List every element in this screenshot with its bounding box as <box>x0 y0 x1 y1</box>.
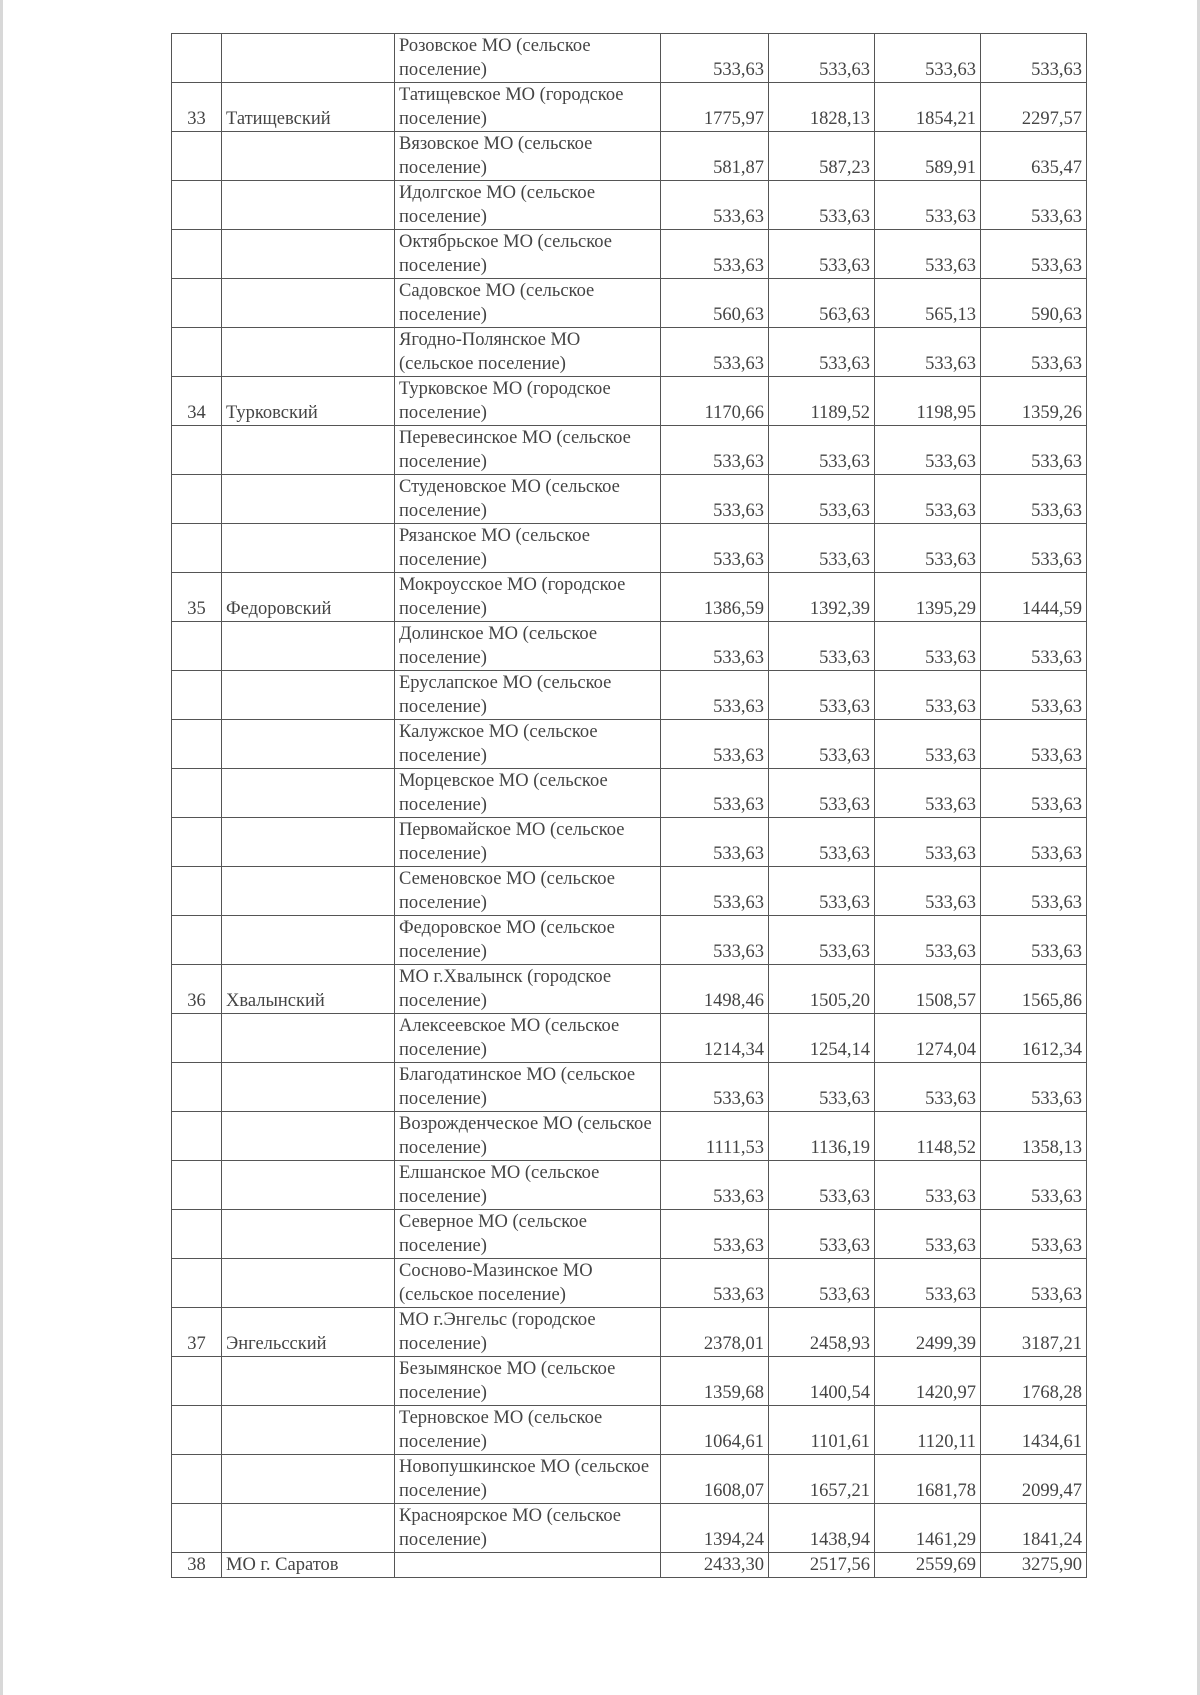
value-cell-4: 2297,57 <box>981 83 1087 132</box>
value-cell-3: 533,63 <box>875 426 981 475</box>
value-cell-3: 1508,57 <box>875 965 981 1014</box>
settlement-name: Красноярское МО (сельское поселение) <box>395 1504 661 1553</box>
table-row <box>172 1308 1087 1357</box>
district-name <box>222 426 395 475</box>
value-cell-4: 533,63 <box>981 769 1087 818</box>
value-cell-3: 533,63 <box>875 671 981 720</box>
table-row <box>172 34 1087 83</box>
value-cell-4: 533,63 <box>981 1259 1087 1308</box>
settlement-name: МО г.Энгельс (городское поселение) <box>395 1308 661 1357</box>
value-cell-2: 533,63 <box>769 818 875 867</box>
row-number <box>172 426 222 475</box>
table-row <box>172 1504 1087 1553</box>
district-name <box>222 1259 395 1308</box>
table-row <box>172 1210 1087 1259</box>
table-row <box>172 426 1087 475</box>
settlement-name: Северное МО (сельское поселение) <box>395 1210 661 1259</box>
settlement-name: Алексеевское МО (сельское поселение) <box>395 1014 661 1063</box>
value-cell-4: 1841,24 <box>981 1504 1087 1553</box>
table-row <box>172 1014 1087 1063</box>
row-number: 35 <box>172 573 222 622</box>
row-number: 36 <box>172 965 222 1014</box>
settlement-name: Возрожденческое МО (сельское поселение) <box>395 1112 661 1161</box>
table-row <box>172 671 1087 720</box>
page-edge-left <box>0 0 3 1695</box>
value-cell-2: 533,63 <box>769 181 875 230</box>
value-cell-1: 1170,66 <box>661 377 769 426</box>
value-cell-2: 2517,56 <box>769 1553 875 1578</box>
row-number <box>172 181 222 230</box>
value-cell-1: 1394,24 <box>661 1504 769 1553</box>
row-number <box>172 475 222 524</box>
value-cell-1: 560,63 <box>661 279 769 328</box>
district-name <box>222 34 395 83</box>
row-number <box>172 769 222 818</box>
value-cell-3: 533,63 <box>875 1259 981 1308</box>
table-row <box>172 377 1087 426</box>
row-number: 37 <box>172 1308 222 1357</box>
settlement-name: Идолгское МО (сельское поселение) <box>395 181 661 230</box>
value-cell-1: 533,63 <box>661 1063 769 1112</box>
value-cell-2: 533,63 <box>769 328 875 377</box>
value-cell-2: 533,63 <box>769 475 875 524</box>
value-cell-2: 533,63 <box>769 720 875 769</box>
value-cell-1: 1111,53 <box>661 1112 769 1161</box>
value-cell-3: 533,63 <box>875 916 981 965</box>
district-name <box>222 720 395 769</box>
row-number <box>172 1406 222 1455</box>
row-number <box>172 916 222 965</box>
settlement-name: Федоровское МО (сельское поселение) <box>395 916 661 965</box>
row-number <box>172 671 222 720</box>
value-cell-3: 1274,04 <box>875 1014 981 1063</box>
value-cell-4: 635,47 <box>981 132 1087 181</box>
municipal-values-table <box>171 33 1087 1578</box>
row-number <box>172 1210 222 1259</box>
value-cell-4: 533,63 <box>981 720 1087 769</box>
value-cell-1: 533,63 <box>661 818 769 867</box>
value-cell-4: 533,63 <box>981 916 1087 965</box>
table-row <box>172 818 1087 867</box>
value-cell-2: 533,63 <box>769 230 875 279</box>
value-cell-1: 533,63 <box>661 622 769 671</box>
settlement-name: Рязанское МО (сельское поселение) <box>395 524 661 573</box>
value-cell-1: 533,63 <box>661 769 769 818</box>
value-cell-4: 533,63 <box>981 524 1087 573</box>
settlement-name: МО г.Хвалынск (городское поселение) <box>395 965 661 1014</box>
settlement-name: Благодатинское МО (сельское поселение) <box>395 1063 661 1112</box>
value-cell-3: 565,13 <box>875 279 981 328</box>
value-cell-3: 1681,78 <box>875 1455 981 1504</box>
table-row <box>172 475 1087 524</box>
row-number <box>172 328 222 377</box>
district-name <box>222 1063 395 1112</box>
district-name <box>222 475 395 524</box>
table-row <box>172 1161 1087 1210</box>
row-number <box>172 1357 222 1406</box>
value-cell-1: 1214,34 <box>661 1014 769 1063</box>
district-name <box>222 1406 395 1455</box>
district-name: Турковский <box>222 377 395 426</box>
settlement-name: Первомайское МО (сельское поселение) <box>395 818 661 867</box>
table-row <box>172 83 1087 132</box>
district-name <box>222 1112 395 1161</box>
value-cell-1: 533,63 <box>661 328 769 377</box>
settlement-name: Морцевское МО (сельское поселение) <box>395 769 661 818</box>
table-row <box>172 181 1087 230</box>
value-cell-2: 533,63 <box>769 1259 875 1308</box>
value-cell-4: 3275,90 <box>981 1553 1087 1578</box>
value-cell-1: 533,63 <box>661 1161 769 1210</box>
district-name: Федоровский <box>222 573 395 622</box>
value-cell-4: 590,63 <box>981 279 1087 328</box>
value-cell-1: 1064,61 <box>661 1406 769 1455</box>
district-name <box>222 181 395 230</box>
value-cell-3: 533,63 <box>875 181 981 230</box>
value-cell-2: 533,63 <box>769 867 875 916</box>
table-body <box>172 34 1087 1578</box>
value-cell-3: 533,63 <box>875 769 981 818</box>
value-cell-4: 533,63 <box>981 867 1087 916</box>
table-row <box>172 720 1087 769</box>
value-cell-2: 1254,14 <box>769 1014 875 1063</box>
settlement-name: Ягодно-Полянское МО (сельское поселение) <box>395 328 661 377</box>
district-name <box>222 230 395 279</box>
value-cell-3: 533,63 <box>875 1161 981 1210</box>
value-cell-3: 1461,29 <box>875 1504 981 1553</box>
table-row <box>172 769 1087 818</box>
table-row <box>172 1553 1087 1578</box>
table-row <box>172 1406 1087 1455</box>
settlement-name: Новопушкинское МО (сельское поселение) <box>395 1455 661 1504</box>
value-cell-4: 533,63 <box>981 1210 1087 1259</box>
district-name <box>222 671 395 720</box>
value-cell-2: 1392,39 <box>769 573 875 622</box>
value-cell-1: 533,63 <box>661 230 769 279</box>
value-cell-2: 533,63 <box>769 34 875 83</box>
table-row <box>172 916 1087 965</box>
value-cell-4: 533,63 <box>981 230 1087 279</box>
table-row <box>172 1112 1087 1161</box>
district-name <box>222 769 395 818</box>
value-cell-2: 533,63 <box>769 1161 875 1210</box>
value-cell-4: 533,63 <box>981 1161 1087 1210</box>
value-cell-3: 533,63 <box>875 328 981 377</box>
settlement-name: Елшанское МО (сельское поселение) <box>395 1161 661 1210</box>
value-cell-3: 533,63 <box>875 1210 981 1259</box>
row-number <box>172 524 222 573</box>
table-row <box>172 1357 1087 1406</box>
settlement-name: Мокроусское МО (городское поселение) <box>395 573 661 622</box>
row-number <box>172 818 222 867</box>
value-cell-3: 533,63 <box>875 524 981 573</box>
settlement-name: Садовское МО (сельское поселение) <box>395 279 661 328</box>
value-cell-3: 1148,52 <box>875 1112 981 1161</box>
district-name <box>222 867 395 916</box>
value-cell-2: 1438,94 <box>769 1504 875 1553</box>
value-cell-4: 3187,21 <box>981 1308 1087 1357</box>
row-number <box>172 279 222 328</box>
row-number <box>172 1112 222 1161</box>
row-number <box>172 1014 222 1063</box>
district-name <box>222 916 395 965</box>
district-name <box>222 1014 395 1063</box>
value-cell-1: 533,63 <box>661 916 769 965</box>
table-row <box>172 132 1087 181</box>
value-cell-2: 533,63 <box>769 524 875 573</box>
district-name <box>222 1161 395 1210</box>
settlement-name: Татищевское МО (городское поселение) <box>395 83 661 132</box>
value-cell-2: 1657,21 <box>769 1455 875 1504</box>
value-cell-1: 533,63 <box>661 524 769 573</box>
row-number <box>172 1259 222 1308</box>
value-cell-4: 533,63 <box>981 181 1087 230</box>
value-cell-2: 533,63 <box>769 622 875 671</box>
value-cell-2: 533,63 <box>769 426 875 475</box>
value-cell-4: 533,63 <box>981 34 1087 83</box>
district-name <box>222 328 395 377</box>
row-number: 33 <box>172 83 222 132</box>
value-cell-4: 2099,47 <box>981 1455 1087 1504</box>
row-number <box>172 1455 222 1504</box>
value-cell-2: 1101,61 <box>769 1406 875 1455</box>
value-cell-3: 533,63 <box>875 720 981 769</box>
district-name <box>222 818 395 867</box>
settlement-name: Розовское МО (сельское поселение) <box>395 34 661 83</box>
value-cell-2: 533,63 <box>769 1063 875 1112</box>
district-name <box>222 1210 395 1259</box>
value-cell-4: 533,63 <box>981 426 1087 475</box>
value-cell-1: 581,87 <box>661 132 769 181</box>
value-cell-2: 587,23 <box>769 132 875 181</box>
value-cell-4: 1359,26 <box>981 377 1087 426</box>
value-cell-1: 533,63 <box>661 426 769 475</box>
value-cell-1: 2433,30 <box>661 1553 769 1578</box>
value-cell-1: 2378,01 <box>661 1308 769 1357</box>
table-row <box>172 622 1087 671</box>
value-cell-1: 1359,68 <box>661 1357 769 1406</box>
value-cell-4: 1358,13 <box>981 1112 1087 1161</box>
value-cell-1: 533,63 <box>661 720 769 769</box>
district-name: Татищевский <box>222 83 395 132</box>
value-cell-3: 1420,97 <box>875 1357 981 1406</box>
value-cell-1: 1775,97 <box>661 83 769 132</box>
district-name <box>222 132 395 181</box>
value-cell-4: 1768,28 <box>981 1357 1087 1406</box>
table-row <box>172 965 1087 1014</box>
district-name: МО г. Саратов <box>222 1553 395 1578</box>
settlement-name: Октябрьское МО (сельское поселение) <box>395 230 661 279</box>
value-cell-4: 533,63 <box>981 818 1087 867</box>
value-cell-2: 2458,93 <box>769 1308 875 1357</box>
settlement-name: Семеновское МО (сельское поселение) <box>395 867 661 916</box>
value-cell-1: 533,63 <box>661 1210 769 1259</box>
value-cell-3: 533,63 <box>875 818 981 867</box>
value-cell-3: 589,91 <box>875 132 981 181</box>
table-row <box>172 230 1087 279</box>
value-cell-4: 533,63 <box>981 475 1087 524</box>
district-name <box>222 1357 395 1406</box>
value-cell-4: 533,63 <box>981 671 1087 720</box>
value-cell-3: 1198,95 <box>875 377 981 426</box>
settlement-name: Турковское МО (городское поселение) <box>395 377 661 426</box>
row-number <box>172 132 222 181</box>
row-number <box>172 867 222 916</box>
value-cell-4: 1434,61 <box>981 1406 1087 1455</box>
row-number <box>172 1063 222 1112</box>
settlement-name: Безымянское МО (сельское поселение) <box>395 1357 661 1406</box>
value-cell-3: 1395,29 <box>875 573 981 622</box>
district-name <box>222 622 395 671</box>
value-cell-1: 533,63 <box>661 34 769 83</box>
row-number <box>172 34 222 83</box>
value-cell-3: 533,63 <box>875 230 981 279</box>
value-cell-3: 533,63 <box>875 622 981 671</box>
district-name <box>222 1504 395 1553</box>
value-cell-2: 563,63 <box>769 279 875 328</box>
value-cell-3: 533,63 <box>875 867 981 916</box>
value-cell-2: 1828,13 <box>769 83 875 132</box>
settlement-name: Вязовское МО (сельское поселение) <box>395 132 661 181</box>
value-cell-4: 533,63 <box>981 328 1087 377</box>
value-cell-3: 2559,69 <box>875 1553 981 1578</box>
row-number <box>172 1161 222 1210</box>
district-name: Хвалынский <box>222 965 395 1014</box>
row-number: 38 <box>172 1553 222 1578</box>
table-row <box>172 1063 1087 1112</box>
value-cell-2: 1400,54 <box>769 1357 875 1406</box>
table-row <box>172 867 1087 916</box>
value-cell-1: 533,63 <box>661 475 769 524</box>
value-cell-3: 533,63 <box>875 34 981 83</box>
value-cell-3: 2499,39 <box>875 1308 981 1357</box>
value-cell-3: 533,63 <box>875 1063 981 1112</box>
value-cell-2: 1189,52 <box>769 377 875 426</box>
settlement-name: Сосново-Мазинское МО (сельское поселение) <box>395 1259 661 1308</box>
value-cell-3: 1854,21 <box>875 83 981 132</box>
value-cell-2: 533,63 <box>769 671 875 720</box>
district-name: Энгельсский <box>222 1308 395 1357</box>
table-row <box>172 573 1087 622</box>
value-cell-1: 533,63 <box>661 867 769 916</box>
district-name <box>222 524 395 573</box>
value-cell-3: 533,63 <box>875 475 981 524</box>
settlement-name: Калужское МО (сельское поселение) <box>395 720 661 769</box>
value-cell-1: 1608,07 <box>661 1455 769 1504</box>
settlement-name: Перевесинское МО (сельское поселение) <box>395 426 661 475</box>
settlement-name: Терновское МО (сельское поселение) <box>395 1406 661 1455</box>
value-cell-4: 1444,59 <box>981 573 1087 622</box>
row-number <box>172 1504 222 1553</box>
settlement-name: Еруслапское МО (сельское поселение) <box>395 671 661 720</box>
district-name <box>222 279 395 328</box>
table-row <box>172 524 1087 573</box>
settlement-name: Студеновское МО (сельское поселение) <box>395 475 661 524</box>
value-cell-1: 1386,59 <box>661 573 769 622</box>
row-number <box>172 720 222 769</box>
value-cell-4: 533,63 <box>981 622 1087 671</box>
row-number: 34 <box>172 377 222 426</box>
value-cell-4: 1612,34 <box>981 1014 1087 1063</box>
table-row <box>172 1455 1087 1504</box>
value-cell-1: 533,63 <box>661 671 769 720</box>
value-cell-1: 533,63 <box>661 181 769 230</box>
settlement-name <box>395 1553 661 1578</box>
value-cell-2: 533,63 <box>769 769 875 818</box>
value-cell-1: 533,63 <box>661 1259 769 1308</box>
settlement-name: Долинское МО (сельское поселение) <box>395 622 661 671</box>
value-cell-4: 533,63 <box>981 1063 1087 1112</box>
table-row <box>172 328 1087 377</box>
value-cell-2: 533,63 <box>769 1210 875 1259</box>
district-name <box>222 1455 395 1504</box>
table-row <box>172 279 1087 328</box>
value-cell-2: 533,63 <box>769 916 875 965</box>
row-number <box>172 230 222 279</box>
value-cell-2: 1136,19 <box>769 1112 875 1161</box>
value-cell-4: 1565,86 <box>981 965 1087 1014</box>
table-row <box>172 1259 1087 1308</box>
value-cell-1: 1498,46 <box>661 965 769 1014</box>
value-cell-2: 1505,20 <box>769 965 875 1014</box>
row-number <box>172 622 222 671</box>
value-cell-3: 1120,11 <box>875 1406 981 1455</box>
